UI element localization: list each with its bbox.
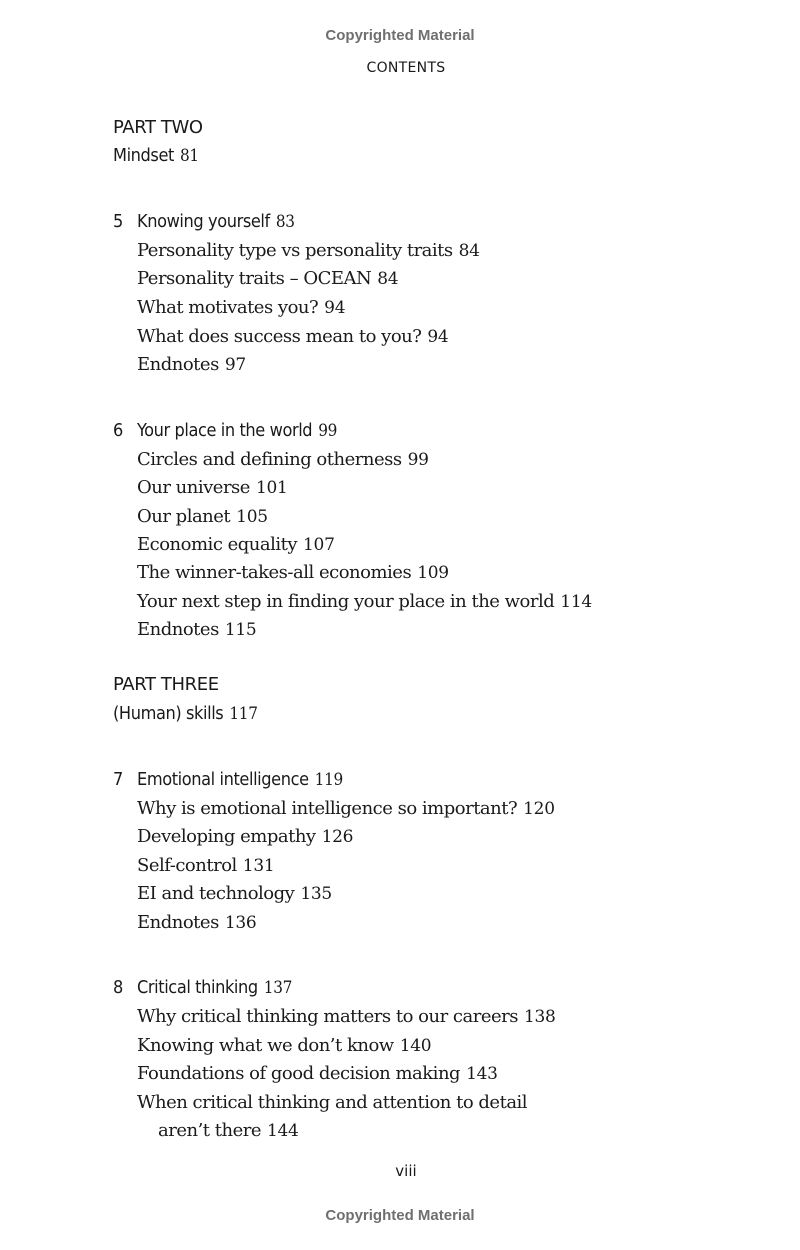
page-number: 120 xyxy=(523,799,555,819)
toc-entry xyxy=(137,1035,431,1056)
section-title: Endnotes xyxy=(137,912,219,933)
page-number: 81 xyxy=(179,146,199,166)
toc-entry xyxy=(137,297,345,318)
chapter-number: 7 xyxy=(113,769,123,790)
page-number: 105 xyxy=(236,507,268,527)
page-number: 136 xyxy=(224,913,257,933)
section-title: What does success mean to you? xyxy=(137,326,422,347)
toc-entry xyxy=(137,855,274,876)
toc-entry xyxy=(137,326,448,347)
copyright-watermark-top: Copyrighted Material xyxy=(325,27,475,44)
part-title-text: Mindset xyxy=(113,145,174,166)
toc-entry xyxy=(137,883,332,904)
page-number: 99 xyxy=(318,421,338,441)
toc-entry xyxy=(137,562,449,583)
section-title: Economic equality xyxy=(137,534,298,555)
chapter-number: 5 xyxy=(113,211,123,232)
chapter-title: Knowing yourself xyxy=(137,211,270,232)
section-title: Personality traits – OCEAN xyxy=(137,268,372,289)
page-number: 115 xyxy=(224,620,257,640)
toc-entry: When critical thinking and attention to detail xyxy=(137,1092,528,1113)
chapter-title: Emotional intelligence xyxy=(137,769,309,790)
section-title: Personality type vs personality traits xyxy=(137,240,453,261)
section-title: aren’t there xyxy=(158,1120,261,1141)
page-number: 135 xyxy=(300,884,332,904)
chapter-7-heading xyxy=(113,769,343,790)
toc-entry xyxy=(137,240,480,261)
part-two-label: PART TWO xyxy=(113,117,203,138)
part-two-title xyxy=(113,145,199,166)
section-title: Circles and defining otherness xyxy=(137,449,402,470)
toc-entry xyxy=(137,534,335,555)
toc-entry xyxy=(137,591,592,612)
page-number: 109 xyxy=(417,563,449,583)
page-number: 117 xyxy=(229,704,258,724)
page-number: 140 xyxy=(399,1036,432,1056)
page-number: 94 xyxy=(427,327,449,347)
section-title: Your next step in finding your place in the world xyxy=(137,591,555,612)
toc-entry xyxy=(137,268,398,289)
section-title: Self-control xyxy=(137,855,237,876)
page-number: 107 xyxy=(303,535,335,555)
toc-entry xyxy=(137,1006,556,1027)
page-number: 114 xyxy=(560,592,592,612)
running-head: CONTENTS xyxy=(366,60,446,76)
section-title: Developing empathy xyxy=(137,826,316,847)
page-folio: viii xyxy=(395,1162,417,1180)
copyright-watermark-bottom: Copyrighted Material xyxy=(325,1207,475,1224)
page-number: 97 xyxy=(224,355,246,375)
page-number: 126 xyxy=(321,827,354,847)
section-title: Our universe xyxy=(137,477,250,498)
page-number: 144 xyxy=(267,1121,299,1141)
section-title: Why critical thinking matters to our careers xyxy=(137,1006,518,1027)
chapter-6-heading xyxy=(113,420,337,441)
section-title: What motivates you? xyxy=(137,297,319,318)
page-number: 119 xyxy=(314,770,343,790)
page-number: 84 xyxy=(458,241,480,261)
toc-entry xyxy=(137,1063,498,1084)
page-number: 131 xyxy=(242,856,275,876)
section-title: EI and technology xyxy=(137,883,295,904)
toc-entry xyxy=(137,449,429,470)
page-number: 84 xyxy=(377,269,399,289)
section-title: Our planet xyxy=(137,506,231,527)
toc-entry xyxy=(137,477,288,498)
page-number: 99 xyxy=(407,450,429,470)
page-number: 138 xyxy=(523,1007,556,1027)
section-title: Why is emotional intelligence so important? xyxy=(137,798,518,819)
toc-entry xyxy=(137,619,256,640)
toc-entry-continuation xyxy=(158,1120,299,1141)
chapter-title: Your place in the world xyxy=(137,420,313,441)
chapter-5-heading xyxy=(113,211,295,232)
part-three-title xyxy=(113,703,258,724)
section-title: Foundations of good decision making xyxy=(137,1063,461,1084)
part-title-text: (Human) skills xyxy=(113,703,224,724)
chapter-number: 6 xyxy=(113,420,123,441)
toc-entry xyxy=(137,798,555,819)
chapter-8-heading xyxy=(113,977,292,998)
part-three-label: PART THREE xyxy=(113,674,219,695)
chapter-number: 8 xyxy=(113,977,123,998)
chapter-title: Critical thinking xyxy=(137,977,258,998)
page-number: 83 xyxy=(275,212,295,232)
section-title: Endnotes xyxy=(137,619,219,640)
section-title: The winner-takes-all economies xyxy=(137,562,412,583)
page-number: 143 xyxy=(466,1064,498,1084)
section-title: Knowing what we don’t know xyxy=(137,1035,394,1056)
page-number: 94 xyxy=(324,298,346,318)
page-number: 137 xyxy=(263,978,293,998)
toc-entry xyxy=(137,826,353,847)
page-number: 101 xyxy=(255,478,288,498)
toc-entry xyxy=(137,354,246,375)
section-title: Endnotes xyxy=(137,354,219,375)
toc-entry xyxy=(137,506,268,527)
toc-entry xyxy=(137,912,256,933)
